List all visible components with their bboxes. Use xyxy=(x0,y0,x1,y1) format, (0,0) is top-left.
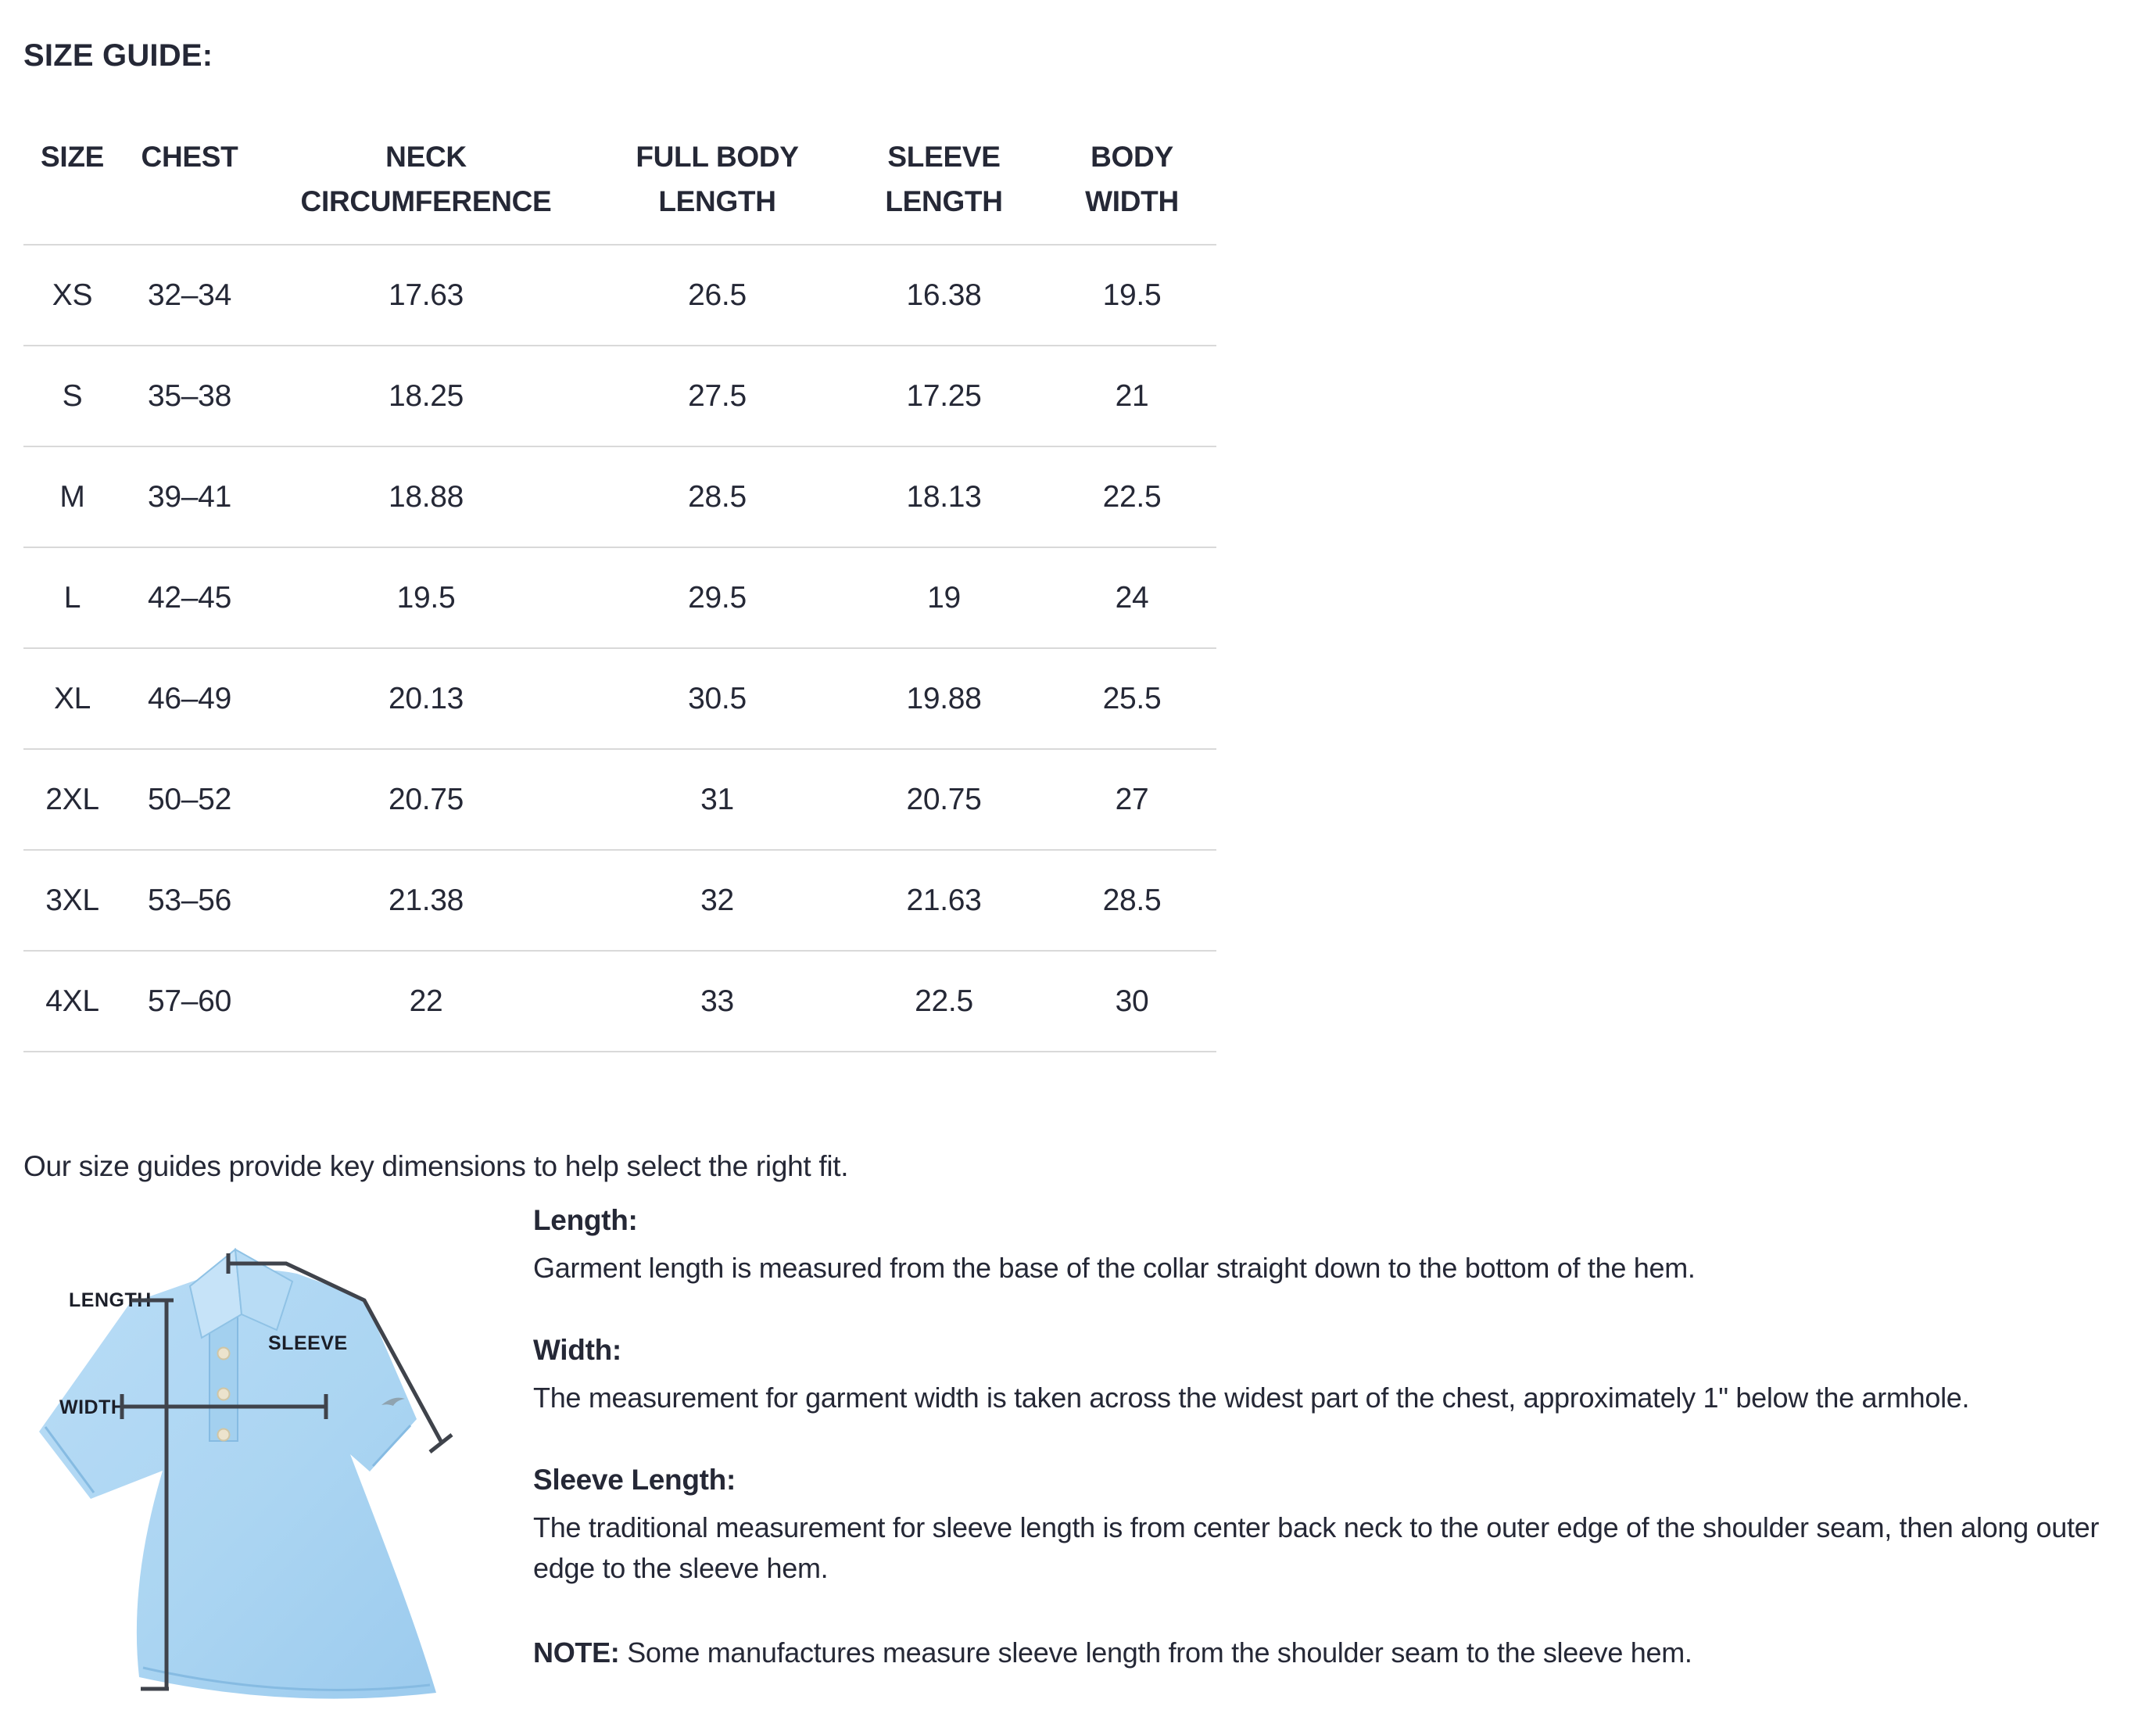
table-row-2xl xyxy=(23,749,1216,850)
table-cell: 33 xyxy=(594,951,840,1052)
table-cell: 19 xyxy=(840,547,1048,648)
table-row-l xyxy=(23,547,1216,648)
column-header-chest: CHEST xyxy=(121,130,258,245)
note-label: NOTE: xyxy=(533,1636,620,1669)
measurement-definitions xyxy=(533,1203,2128,1717)
polo-shirt-graphic xyxy=(14,1239,518,1712)
sleeve-length-definition xyxy=(533,1462,2128,1589)
table-row-s xyxy=(23,346,1216,446)
table-cell: 28.5 xyxy=(1048,850,1216,951)
diagram-width-label: WIDTH xyxy=(59,1396,126,1418)
shirt-measurement-diagram xyxy=(14,1239,518,1712)
table-cell: 19.88 xyxy=(840,648,1048,749)
table-cell: 18.88 xyxy=(258,446,594,547)
width-heading: Width: xyxy=(533,1334,621,1366)
length-description: Garment length is measured from the base of the collar straight down to the bottom of the hem. xyxy=(533,1252,1696,1284)
table-cell: 39–41 xyxy=(121,446,258,547)
table-cell: 18.13 xyxy=(840,446,1048,547)
table-cell: 19.5 xyxy=(1048,245,1216,346)
table-cell: 4XL xyxy=(23,951,121,1052)
note-section xyxy=(533,1633,2128,1673)
table-cell: 3XL xyxy=(23,850,121,951)
table-cell: 17.25 xyxy=(840,346,1048,446)
table-cell: 24 xyxy=(1048,547,1216,648)
table-cell: 42–45 xyxy=(121,547,258,648)
note-text xyxy=(533,1633,2128,1673)
button xyxy=(218,1389,230,1400)
table-cell: 29.5 xyxy=(594,547,840,648)
table-cell: 32–34 xyxy=(121,245,258,346)
size-guide-table xyxy=(23,130,1216,1052)
note-body: Some manufactures measure sleeve length from the shoulder seam to the sleeve hem. xyxy=(627,1636,1692,1669)
table-cell: 21.38 xyxy=(258,850,594,951)
length-heading: Length: xyxy=(533,1204,638,1236)
intro-text: Our size guides provide key dimensions to help select the right fit. xyxy=(23,1150,849,1182)
table-row-xl xyxy=(23,648,1216,749)
table-cell: 22.5 xyxy=(1048,446,1216,547)
table-cell: 30.5 xyxy=(594,648,840,749)
table-cell: 18.25 xyxy=(258,346,594,446)
table-cell: 21.63 xyxy=(840,850,1048,951)
placket xyxy=(210,1314,238,1441)
table-row-m xyxy=(23,446,1216,547)
diagram-sleeve-label: SLEEVE xyxy=(268,1332,348,1354)
table-cell: 26.5 xyxy=(594,245,840,346)
table-cell: 32 xyxy=(594,850,840,951)
table-cell: 31 xyxy=(594,749,840,850)
table-cell: 20.13 xyxy=(258,648,594,749)
table-cell: 20.75 xyxy=(840,749,1048,850)
table-row-4xl xyxy=(23,951,1216,1052)
table-cell: 27.5 xyxy=(594,346,840,446)
table-cell: L xyxy=(23,547,121,648)
column-header-sleeve-length: SLEEVE LENGTH xyxy=(840,130,1048,245)
table-cell: 30 xyxy=(1048,951,1216,1052)
width-description: The measurement for garment width is taken across the widest part of the chest, approximately 1" below the armhole. xyxy=(533,1382,1970,1414)
table-cell: 53–56 xyxy=(121,850,258,951)
table-cell: 16.38 xyxy=(840,245,1048,346)
diagram-length-label: LENGTH xyxy=(69,1289,152,1311)
column-header-size: SIZE xyxy=(23,130,121,245)
table-cell: 2XL xyxy=(23,749,121,850)
table-header-row xyxy=(23,130,1216,245)
table-row-xs xyxy=(23,245,1216,346)
table-cell: 35–38 xyxy=(121,346,258,446)
table-row-3xl xyxy=(23,850,1216,951)
button xyxy=(218,1348,230,1360)
table-cell: 21 xyxy=(1048,346,1216,446)
table-cell: 28.5 xyxy=(594,446,840,547)
button xyxy=(218,1429,230,1441)
table-cell: M xyxy=(23,446,121,547)
table-cell: 22.5 xyxy=(840,951,1048,1052)
column-header-full-body-length: FULL BODY LENGTH xyxy=(594,130,840,245)
table-cell: XS xyxy=(23,245,121,346)
table-cell: 46–49 xyxy=(121,648,258,749)
table-cell: 22 xyxy=(258,951,594,1052)
sleeve-length-description: The traditional measurement for sleeve length is from center back neck to the outer edge of the shoulder seam, then along outer edge to the sleeve hem. xyxy=(533,1511,2100,1584)
table-cell: 25.5 xyxy=(1048,648,1216,749)
page-title: SIZE GUIDE: xyxy=(23,38,213,73)
table-cell: 57–60 xyxy=(121,951,258,1052)
table-cell: 50–52 xyxy=(121,749,258,850)
table-cell: XL xyxy=(23,648,121,749)
table-cell: 27 xyxy=(1048,749,1216,850)
length-definition xyxy=(533,1203,2128,1289)
table-cell: S xyxy=(23,346,121,446)
table-cell: 19.5 xyxy=(258,547,594,648)
sleeve-length-heading: Sleeve Length: xyxy=(533,1464,736,1496)
column-header-body-width: BODY WIDTH xyxy=(1048,130,1216,245)
width-definition xyxy=(533,1332,2128,1418)
column-header-neck-circumference: NECK CIRCUMFERENCE xyxy=(258,130,594,245)
table-cell: 20.75 xyxy=(258,749,594,850)
table-cell: 17.63 xyxy=(258,245,594,346)
